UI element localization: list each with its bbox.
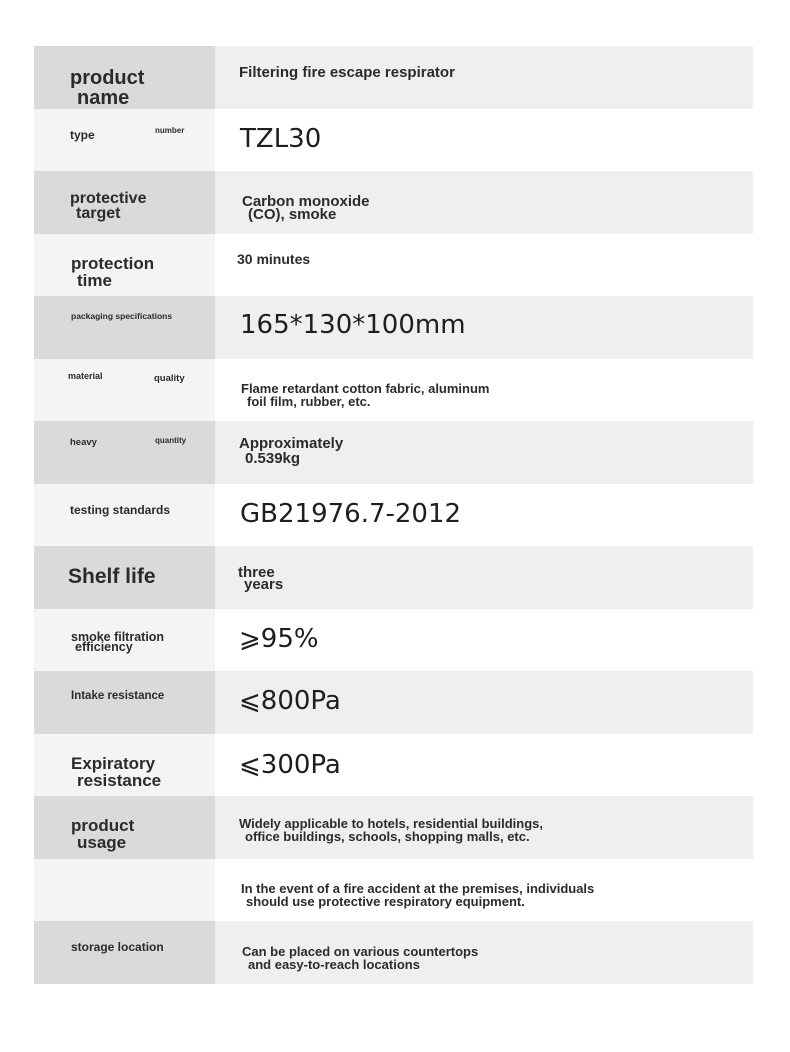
row-value: Widely applicable to hotels, residential buildings, — [239, 816, 543, 831]
spec-row-usage-note — [34, 859, 753, 922]
spec-row-intake-resistance — [34, 671, 753, 734]
spec-row-packaging — [34, 296, 753, 359]
row-label: Intake resistance — [71, 690, 165, 702]
row-value-line2: (CO), smoke — [248, 206, 337, 223]
label-cell — [34, 671, 215, 734]
spec-row-filtration-efficiency — [34, 609, 753, 672]
spec-table — [34, 46, 753, 984]
row-value: Approximately — [239, 435, 344, 452]
label-cell — [34, 609, 215, 672]
row-value: GB21976.7-2012 — [240, 498, 462, 529]
row-value: TZL30 — [240, 123, 322, 154]
row-label-line2: quantity — [155, 436, 187, 445]
row-value: Flame retardant cotton fabric, aluminum — [241, 380, 490, 396]
value-cell — [215, 359, 753, 422]
row-label-line2: usage — [77, 833, 127, 852]
label-cell — [34, 546, 215, 609]
row-label-line2: target — [76, 205, 121, 222]
row-value: Carbon monoxide — [242, 193, 370, 210]
label-cell — [34, 359, 215, 422]
row-label-line2: efficiency — [75, 639, 133, 654]
value-cell — [215, 796, 753, 859]
row-value-line2: foil film, rubber, etc. — [247, 393, 371, 409]
row-label-line2: quality — [154, 372, 185, 384]
value-cell — [215, 421, 753, 484]
label-cell — [34, 296, 215, 359]
value-cell — [215, 109, 753, 172]
row-label: packaging specifications — [71, 311, 173, 321]
value-cell — [215, 171, 753, 234]
row-value-line2: years — [244, 576, 284, 593]
row-label: product — [71, 816, 135, 835]
row-label: Shelf life — [68, 565, 156, 588]
row-label: heavy — [70, 437, 97, 448]
spec-row-expiratory-resistance — [34, 734, 753, 797]
value-cell — [215, 484, 753, 547]
label-cell — [34, 484, 215, 547]
label-cell — [34, 46, 215, 109]
spec-row-testing-standards — [34, 484, 753, 547]
value-cell — [215, 671, 753, 734]
spec-row-type-number — [34, 109, 753, 172]
spec-row-weight — [34, 421, 753, 484]
value-cell — [215, 296, 753, 359]
spec-row-shelf-life — [34, 546, 753, 609]
label-cell — [34, 796, 215, 859]
row-value: 30 minutes — [237, 250, 311, 267]
spec-row-product-name — [34, 46, 753, 109]
label-cell — [34, 421, 215, 484]
spec-row-storage-location — [34, 921, 753, 984]
row-label: smoke filtration — [71, 629, 165, 644]
label-cell — [34, 171, 215, 234]
row-value: ⩽800Pa — [239, 686, 341, 716]
value-cell — [215, 46, 753, 109]
row-value-line2: and easy-to-reach locations — [248, 957, 420, 972]
row-value-line2: 0.539kg — [245, 450, 301, 467]
spec-row-material-quality — [34, 359, 753, 422]
row-label-line2: name — [77, 87, 130, 109]
label-cell — [34, 859, 215, 922]
row-value: In the event of a fire accident at the premises, individuals — [241, 880, 595, 896]
label-cell — [34, 921, 215, 984]
row-value-line2: office buildings, schools, shopping malls, etc. — [245, 829, 530, 844]
spec-row-protection-time — [34, 234, 753, 297]
value-cell — [215, 921, 753, 984]
spec-row-product-usage — [34, 796, 753, 859]
row-value-line2: should use protective respiratory equipment. — [246, 893, 525, 909]
value-cell — [215, 546, 753, 609]
row-label: storage location — [71, 940, 164, 954]
row-label: Expiratory — [71, 753, 156, 773]
label-cell — [34, 234, 215, 297]
label-cell — [34, 734, 215, 797]
row-label: testing standards — [70, 502, 171, 517]
row-label-line2: resistance — [77, 770, 162, 790]
row-label: protective — [70, 190, 147, 207]
value-cell — [215, 609, 753, 672]
row-value: ⩾95% — [239, 623, 319, 654]
row-label: material — [68, 370, 103, 381]
label-cell — [34, 109, 215, 172]
value-cell — [215, 734, 753, 797]
row-label: protection — [71, 253, 155, 273]
row-value: three — [238, 564, 275, 581]
value-cell — [215, 859, 753, 922]
row-label: type — [70, 127, 95, 142]
spec-row-protective-target — [34, 171, 753, 234]
value-cell — [215, 234, 753, 297]
row-value: Filtering fire escape respirator — [239, 64, 455, 81]
row-label: product — [70, 67, 145, 89]
row-value: ⩽300Pa — [239, 749, 341, 780]
row-label-line2: time — [77, 270, 112, 290]
row-label-line2: number — [155, 125, 185, 135]
row-value: 165*130*100mm — [240, 310, 466, 340]
row-value: Can be placed on various countertops — [242, 944, 479, 959]
